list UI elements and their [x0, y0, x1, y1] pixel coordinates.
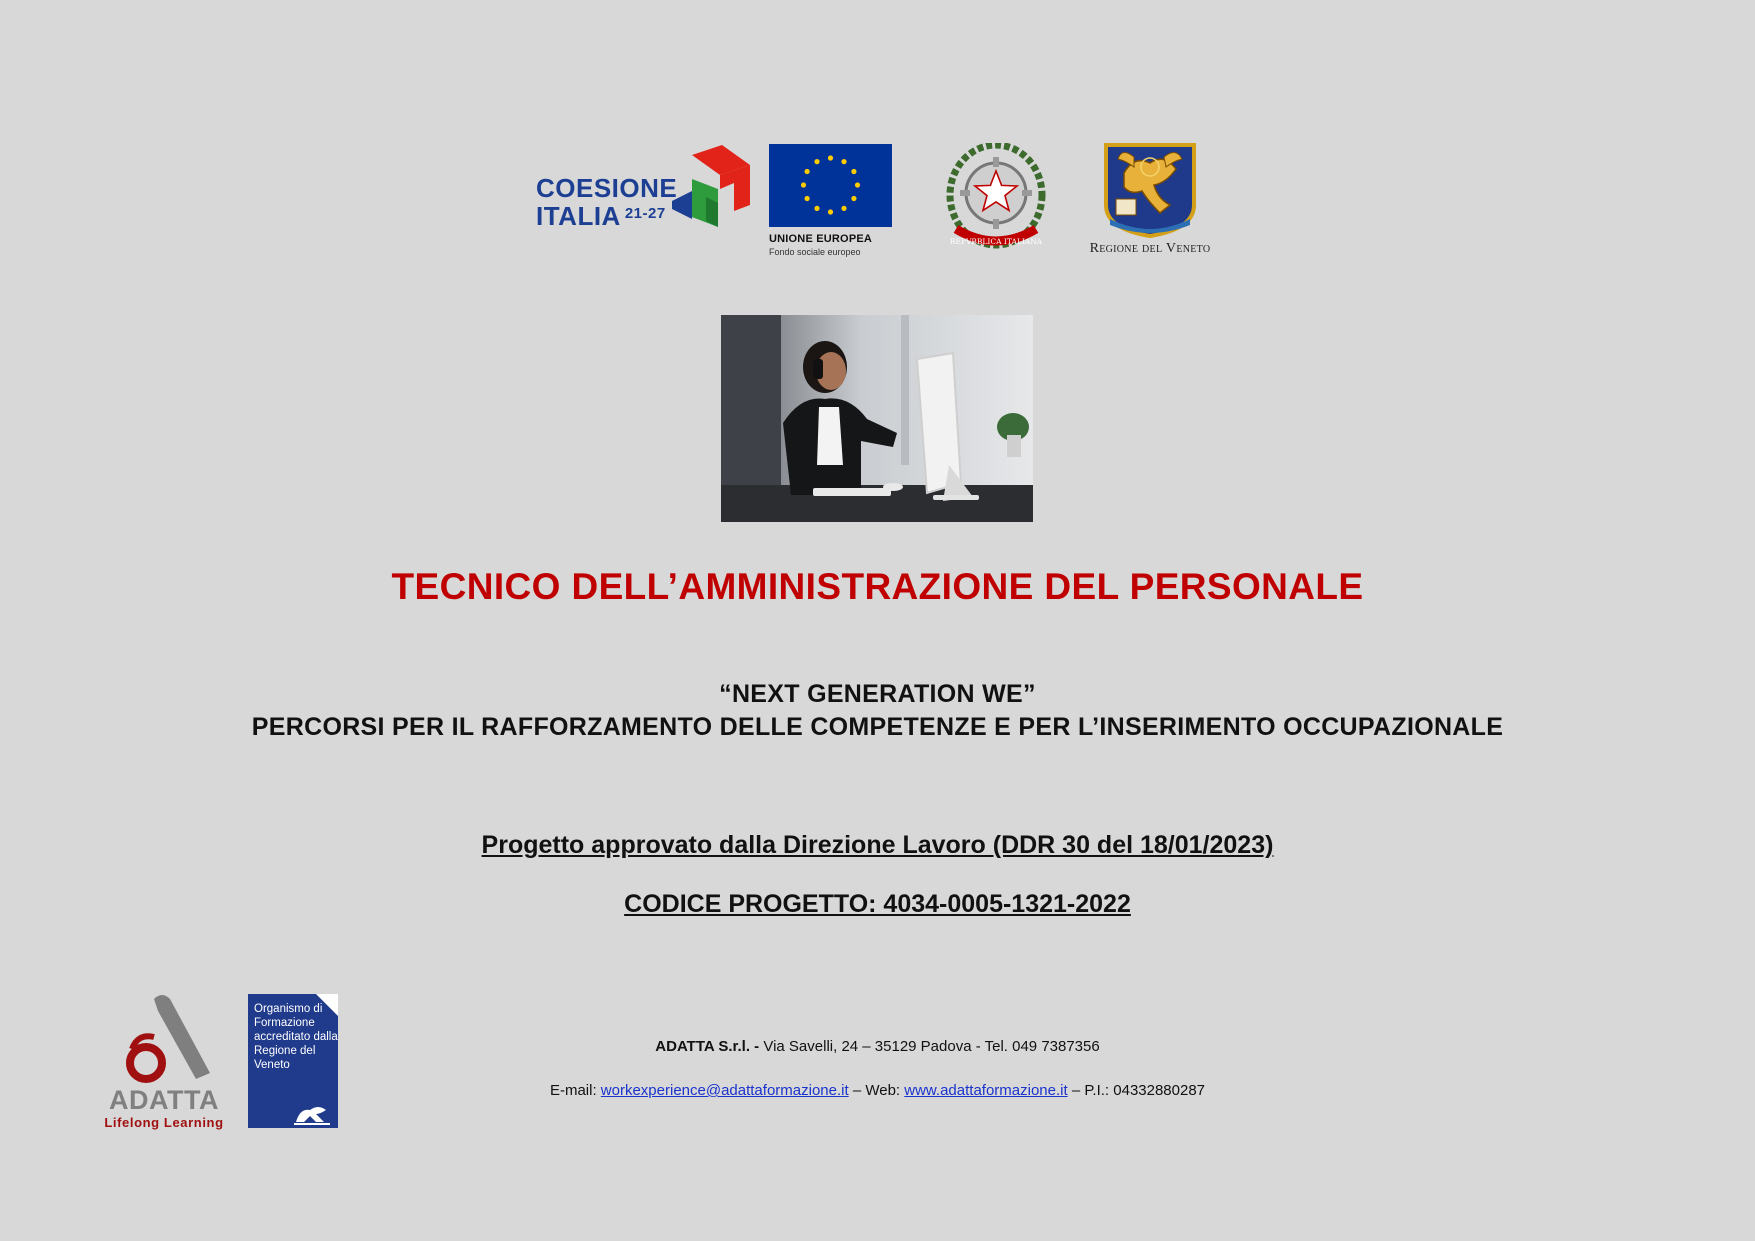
company-name: ADATTA S.r.l. -	[655, 1038, 760, 1055]
eu-name: UNIONE EUROPEA	[769, 233, 873, 245]
document-title: TECNICO DELL’AMMINISTRAZIONE DEL PERSONALE	[391, 566, 1364, 607]
coesione-line2: ITALIA $^{21-27}$	[536, 201, 666, 231]
accreditamento-badge	[248, 994, 338, 1128]
coesione-italia-logo	[536, 145, 752, 233]
contact-line	[0, 1082, 1755, 1099]
coesione-years: 21-27	[624, 205, 666, 222]
project-code: CODICE PROGETTO: 4034-0005-1321-2022	[624, 890, 1131, 918]
web-label: – Web:	[848, 1082, 905, 1099]
vat-number: – P.I.: 04332880287	[1067, 1082, 1206, 1099]
email-link[interactable]: workexperience@adattaformazione.it	[600, 1082, 849, 1099]
approval-statement: Progetto approvato dalla Direzione Lavoro (DDR 30 del 18/01/2023)	[481, 831, 1274, 859]
office-woman-photo	[721, 315, 1033, 522]
eu-flag-icon	[769, 144, 892, 227]
lion-icon	[290, 1100, 332, 1126]
coesione-line1: COESIONE	[536, 173, 678, 203]
regione-veneto-logo	[1080, 143, 1220, 260]
program-description: PERCORSI PER IL RAFFORZAMENTO DELLE COMPETENZE E PER L’INSERIMENTO OCCUPAZIONALE	[251, 713, 1504, 741]
website-link[interactable]: www.adattaformazione.it	[904, 1082, 1068, 1099]
adatta-name: ADATTA	[109, 1085, 219, 1115]
coesione-cube-icon	[672, 145, 752, 229]
company-address: Via Savelli, 24 – 35129 Padova - Tel. 049 7387356	[759, 1038, 1100, 1055]
adatta-tagline: Lifelong Learning	[104, 1115, 224, 1130]
accreditamento-text: Organismo di Formazione accreditato dalla Regione del Veneto	[254, 1003, 338, 1071]
lion-of-saint-mark-icon	[1104, 143, 1196, 238]
unione-europea-logo	[769, 144, 893, 259]
veneto-name: Regione del Veneto	[1089, 241, 1211, 256]
program-name: “NEXT GENERATION WE”	[719, 680, 1036, 708]
company-address-line	[0, 1038, 1755, 1055]
repubblica-italiana-emblem-icon	[946, 143, 1046, 255]
adatta-logo	[98, 993, 230, 1131]
repubblica-ring-text: REPVBBLICA ITALIANA	[949, 237, 1043, 246]
eu-subtitle: Fondo sociale europeo	[769, 247, 861, 257]
email-label: E-mail:	[549, 1082, 601, 1099]
